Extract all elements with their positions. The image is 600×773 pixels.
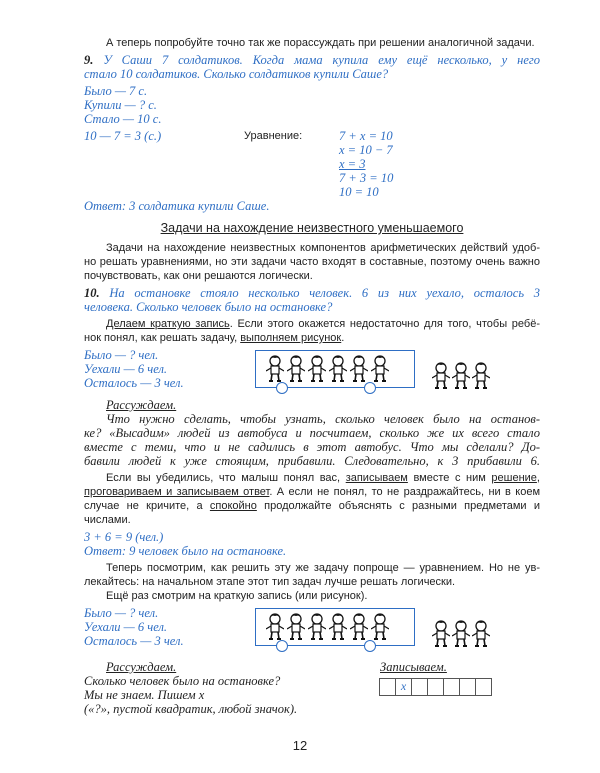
task10-short-3: Осталось — 3 чел. bbox=[84, 376, 184, 390]
equation-line: x = 10 − 7 bbox=[339, 143, 393, 157]
child-figure-icon bbox=[266, 355, 284, 386]
reasoning-title: Рассуждаем. bbox=[106, 398, 177, 412]
reasoning2-line: Мы не знаем. Пишем x bbox=[84, 688, 205, 702]
equation-line: 7 + x = 10 bbox=[339, 129, 393, 143]
task10-line1: 10. На остановке стояло несколько человек. 6 из них уехало, осталось 3 bbox=[84, 286, 540, 300]
page-number: 12 bbox=[292, 738, 308, 753]
task10-answer: Ответ: 9 человек было на остановке. bbox=[84, 544, 287, 558]
child-figure-icon bbox=[472, 362, 490, 393]
write-title: Записываем. bbox=[380, 660, 447, 674]
cell bbox=[411, 678, 428, 696]
cell bbox=[459, 678, 476, 696]
section-heading: Задачи на нахождение неизвестного уменьшаемого bbox=[160, 221, 464, 235]
task10-short-repeat-2: Уехали — 6 чел. bbox=[84, 620, 168, 634]
child-figure-icon bbox=[308, 355, 326, 386]
task10-short-2: Уехали — 6 чел. bbox=[84, 362, 168, 376]
short-note-para-2: нок понял, как решать задачу, выполняем рисунок. bbox=[84, 332, 345, 344]
reasoning-line: Что нужно сделать, чтобы узнать, сколько человек было на останов- bbox=[106, 412, 540, 426]
child-figure-icon bbox=[371, 613, 389, 644]
final-row bbox=[84, 660, 540, 716]
child-figure-icon bbox=[329, 613, 347, 644]
answer-cells bbox=[380, 678, 540, 696]
equation-line: 10 = 10 bbox=[339, 185, 379, 199]
reasoning-line: вместе с теми, что и не садились в этот автобус. Что мы сделали? До- bbox=[84, 440, 540, 454]
figure-row bbox=[84, 606, 540, 656]
para2-line: проговариваем и записываем ответ. А если не понял, то не раздражайтесь, ни в коем bbox=[84, 486, 541, 498]
task9-solution-row bbox=[84, 129, 540, 199]
child-figure-icon bbox=[329, 355, 347, 386]
intro-text: А теперь попробуйте точно так же порассуждать при решении аналогичной задачи. bbox=[106, 37, 535, 49]
cell bbox=[379, 678, 396, 696]
para2-line: Если вы убедились, что малыш понял вас, записываем вместе с ним решение, bbox=[106, 472, 540, 484]
child-figure-icon bbox=[350, 355, 368, 386]
task9-line1: 9. У Саши 7 солдатиков. Когда мама купила ему ещё несколько, у него bbox=[84, 53, 540, 67]
para1-line: но решать уравнениями, но эти задачи часто входят в составные, поэтому очень важно bbox=[84, 256, 540, 268]
child-figure-icon bbox=[452, 620, 470, 651]
equation-line: 7 + 3 = 10 bbox=[339, 171, 394, 185]
cell bbox=[475, 678, 492, 696]
task10-solution: 3 + 6 = 9 (чел.) bbox=[84, 530, 164, 544]
para4: Ещё раз смотрим на краткую запись (или рисунок). bbox=[106, 590, 368, 602]
reasoning2-block bbox=[84, 660, 297, 716]
child-figure-icon bbox=[266, 613, 284, 644]
task10-short-repeat-1: Было — ? чел. bbox=[84, 606, 159, 620]
write-block bbox=[380, 660, 540, 716]
equation-line: x = 3 bbox=[339, 157, 366, 171]
para2-line: случае не кричите, а спокойно продолжайте объяснять с разными предметами и bbox=[84, 500, 540, 512]
reasoning2-title: Рассуждаем. bbox=[106, 660, 177, 674]
cell bbox=[443, 678, 460, 696]
task9-answer: Ответ: 3 солдатика купили Саше. bbox=[84, 199, 270, 213]
child-figure-icon bbox=[287, 355, 305, 386]
child-figure-icon bbox=[432, 362, 450, 393]
short-note-para-1: Делаем краткую запись. Если этого окажется недостаточно для того, чтобы ребё- bbox=[106, 318, 540, 330]
task9-solution: 10 — 7 = 3 (с.) bbox=[84, 129, 162, 143]
task9-short-3: Стало — 10 с. bbox=[84, 112, 162, 126]
child-figure-icon bbox=[472, 620, 490, 651]
reasoning2-line: Сколько человек было на остановке? bbox=[84, 674, 281, 688]
child-figure-icon bbox=[308, 613, 326, 644]
child-figure-icon bbox=[287, 613, 305, 644]
task9-line2: стало 10 солдатиков. Сколько солдатиков купили Саше? bbox=[84, 67, 389, 81]
para3-line: лекайтесь: на начальном этапе этот тип задач лучше решать логически. bbox=[84, 576, 456, 588]
cell bbox=[427, 678, 444, 696]
para1-line: Задачи на нахождение неизвестных компонентов арифметических действий удоб- bbox=[106, 242, 540, 254]
child-figure-icon bbox=[432, 620, 450, 651]
para3-line: Теперь посмотрим, как решить эту же задачу попроще — уравнением. Но не ув- bbox=[106, 562, 540, 574]
para2-line: числами. bbox=[84, 514, 131, 526]
reasoning2-line: («?», пустой квадратик, любой значок). bbox=[84, 702, 298, 716]
child-figure-icon bbox=[350, 613, 368, 644]
task10-line2: человека. Сколько человек было на остановке? bbox=[84, 300, 333, 314]
reasoning-line: ке? «Высадим» людей из автобуса и посчитаем, сколько же их всего стало bbox=[84, 426, 540, 440]
reasoning-line: бавили людей к уже стоящим, прибавили. Следовательно, к 3 прибавили 6. bbox=[84, 454, 540, 468]
task10-short-1: Было — ? чел. bbox=[84, 348, 159, 362]
equation-block bbox=[339, 129, 393, 199]
task9-short-2: Купили — ? с. bbox=[84, 98, 157, 112]
task9-short-1: Было — 7 с. bbox=[84, 84, 148, 98]
figure-row bbox=[84, 348, 540, 398]
child-figure-icon bbox=[371, 355, 389, 386]
para1-line: почувствовать, как они решаются логически. bbox=[84, 270, 313, 282]
cell: x bbox=[395, 678, 412, 696]
equation-label: Уравнение: bbox=[244, 130, 303, 142]
child-figure-icon bbox=[452, 362, 470, 393]
task10-short-repeat-3: Осталось — 3 чел. bbox=[84, 634, 184, 648]
